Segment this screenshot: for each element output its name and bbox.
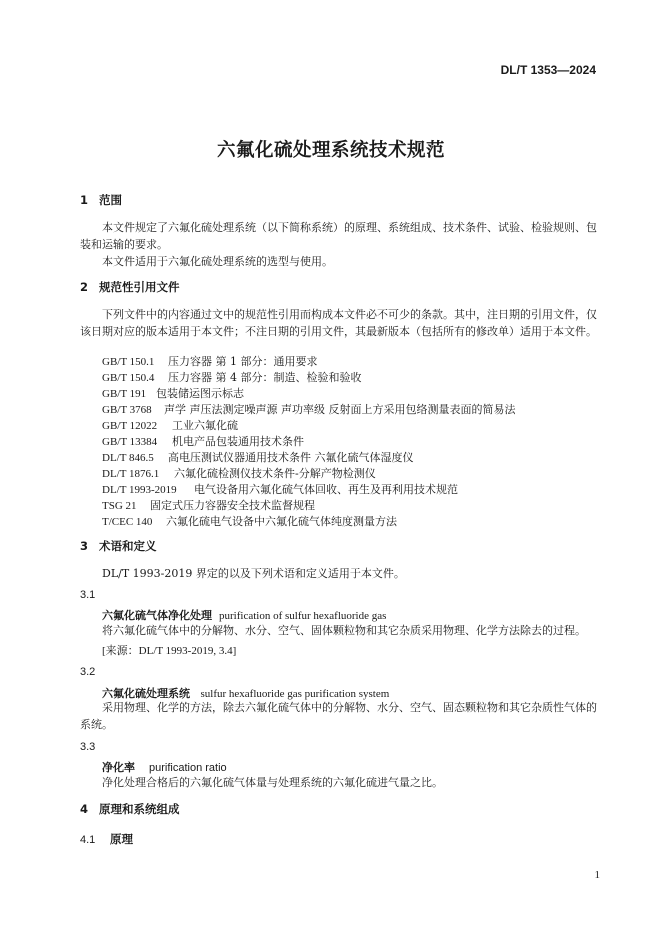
term-chinese: 净化率	[102, 761, 135, 774]
term-english: purification of sulfur hexafluoride gas	[219, 610, 387, 622]
section-title: 范围	[99, 193, 122, 207]
section-2-heading	[80, 279, 180, 295]
section-3-heading	[80, 538, 157, 554]
section-1-paragraph-2: 本文件适用于六氟化硫处理系统的选型与使用。	[102, 255, 333, 268]
section-3-intro: DL/T 1993-2019 界定的以及下列术语和定义适用于本文件。	[102, 567, 405, 580]
term-chinese: 六氟化硫处理系统	[102, 687, 190, 700]
reference-code: DL/T 846.5	[102, 452, 154, 464]
reference-title: 压力容器 第 1 部分：通用要求	[168, 355, 318, 368]
term-english: sulfur hexafluoride gas purification system	[200, 688, 390, 700]
reference-item	[102, 513, 397, 531]
reference-title: 声学 声压法测定噪声源 声功率级 反射面上方采用包络测量表面的简易法	[164, 403, 516, 416]
section-title: 原理和系统组成	[99, 802, 180, 816]
subsection-number: 4.1	[80, 834, 96, 846]
section-number: 1	[80, 193, 89, 207]
section-1-paragraph-1: 本文件规定了六氟化硫处理系统（以下简称系统）的原理、系统组成、技术条件、试验、检验规则、包装和运输的要求。	[80, 221, 597, 251]
term-definition: 将六氟化硫气体中的分解物、水分、空气、固体颗粒物和其它杂质采用物理、化学方法除去的过程。	[102, 624, 586, 637]
reference-title: 高电压测试仪器通用技术条件 六氟化硫气体湿度仪	[168, 451, 414, 464]
subsection-4-1-heading	[80, 831, 133, 847]
section-4-heading	[80, 801, 180, 817]
reference-code: GB/T 150.4	[102, 372, 155, 384]
term-definition: 采用物理、化学的方法，除去六氟化硫气体中的分解物、水分、空气、固态颗粒物和其它杂质性气体的系统。	[80, 701, 597, 731]
reference-code: GB/T 3768	[102, 404, 152, 416]
term-definition: 净化处理合格后的六氟化硫气体量与处理系统的六氟化硫进气量之比。	[102, 776, 443, 789]
section-title: 术语和定义	[99, 539, 157, 553]
clause-number: 3.3	[80, 741, 96, 753]
term-entry	[102, 607, 386, 623]
reference-title: 六氟化硫检测仪技术条件-分解产物检测仪	[174, 467, 376, 480]
standard-code: DL/T 1353—2024	[500, 63, 596, 77]
reference-code: DL/T 1876.1	[102, 468, 160, 480]
reference-title: 机电产品包装通用技术条件	[172, 435, 304, 448]
term-chinese: 六氟化硫气体净化处理	[102, 609, 212, 622]
term-source: [来源：DL/T 1993-2019, 3.4]	[102, 645, 237, 657]
reference-title: 固定式压力容器安全技术监督规程	[150, 499, 315, 512]
reference-title: 包装储运图示标志	[156, 387, 244, 400]
section-1-heading	[80, 192, 122, 208]
section-number: 4	[80, 802, 89, 816]
section-number: 3	[80, 539, 89, 553]
section-title: 规范性引用文件	[99, 280, 180, 294]
term-entry	[102, 759, 227, 775]
clause-number: 3.2	[80, 666, 96, 678]
section-number: 2	[80, 280, 89, 294]
section-2-intro: 下列文件中的内容通过文中的规范性引用而构成本文件必不可少的条款。其中，注日期的引用文件，仅该日期对应的版本适用于本文件；不注日期的引用文件，其最新版本（包括所有的修改单）适用于本文件。	[80, 308, 597, 338]
reference-title: 工业六氟化硫	[172, 419, 238, 432]
reference-code: GB/T 150.1	[102, 356, 155, 368]
clause-number: 3.1	[80, 589, 96, 601]
subsection-title: 原理	[110, 832, 133, 846]
reference-code: T/CEC 140	[102, 516, 153, 528]
reference-code: DL/T 1993-2019	[102, 484, 177, 496]
document-title: 六氟化硫处理系统技术规范	[216, 140, 445, 161]
reference-code: GB/T 13384	[102, 436, 158, 448]
page-number: 1	[594, 869, 600, 881]
reference-code: TSG 21	[102, 500, 137, 512]
reference-title: 电气设备用六氟化硫气体回收、再生及再利用技术规范	[194, 483, 458, 496]
reference-code: GB/T 191	[102, 388, 147, 400]
reference-code: GB/T 12022	[102, 420, 158, 432]
reference-title: 压力容器 第 4 部分：制造、检验和验收	[168, 371, 362, 384]
reference-title: 六氟化硫电气设备中六氟化硫气体纯度测量方法	[166, 515, 397, 528]
term-english: purification ratio	[149, 762, 227, 774]
